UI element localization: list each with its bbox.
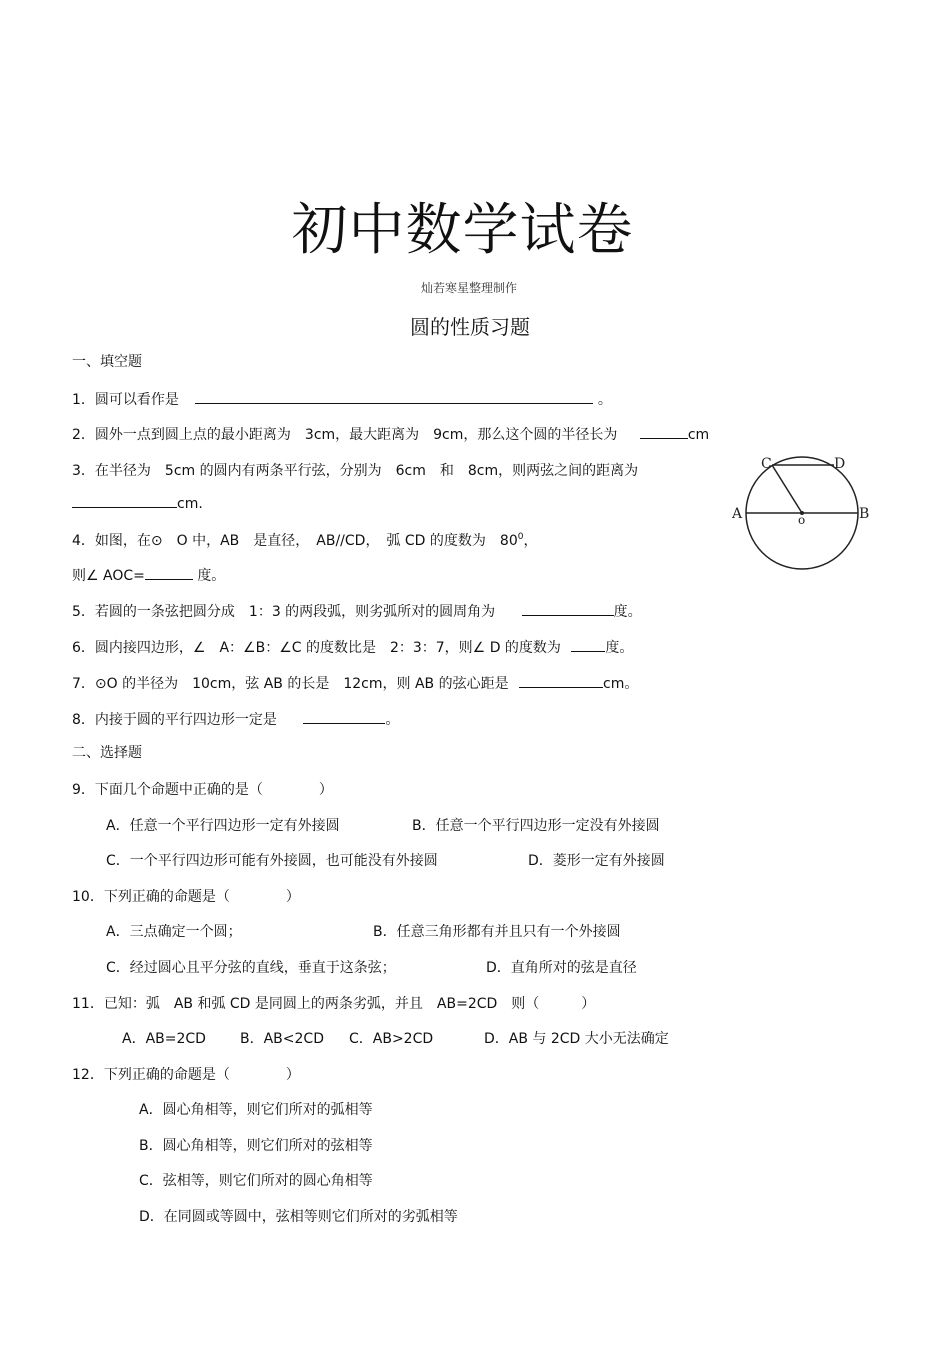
question-1-text: 1．圆可以看作是 bbox=[72, 392, 179, 408]
question-6-text: 6．圆内接四边形，∠ A：∠B：∠C 的度数比是 2：3：7，则∠ D 的度数为 bbox=[72, 640, 561, 656]
question-4-text: 4．如图，在⊙ O 中，AB 是直径， AB//CD， 弧 CD 的度数为 80 bbox=[72, 533, 518, 549]
question-6-unit: 度。 bbox=[605, 640, 634, 656]
question-9-option-d[interactable]: D．菱形一定有外接圆 bbox=[528, 853, 665, 869]
answer-blank-8[interactable] bbox=[303, 711, 385, 724]
radius-oc bbox=[772, 465, 802, 513]
question-12-option-d[interactable]: D．在同圆或等圆中，弦相等则它们所对的劣弧相等 bbox=[139, 1209, 458, 1225]
question-1-end: 。 bbox=[597, 392, 612, 408]
question-5 bbox=[72, 601, 642, 621]
question-10-option-a[interactable]: A．三点确定一个圆； bbox=[106, 924, 242, 940]
question-11-stem: 11．已知：弧 AB 和弧 CD 是同圆上的两条劣弧，并且 AB=2CD 则（ ） bbox=[72, 996, 596, 1012]
question-1 bbox=[72, 389, 612, 409]
question-4-prompt: 则∠ AOC= bbox=[72, 568, 145, 584]
answer-blank-4[interactable] bbox=[145, 567, 193, 580]
label-o: o bbox=[798, 513, 806, 527]
circle-figure bbox=[728, 452, 878, 574]
question-3-unit: cm. bbox=[177, 496, 203, 512]
question-10-option-b[interactable]: B．任意三角形都有并且只有一个外接圆 bbox=[373, 924, 621, 940]
label-d: D bbox=[834, 456, 846, 472]
question-8-text: 8．内接于圆的平行四边形一定是 bbox=[72, 712, 277, 728]
section-choice-heading: 二、选择题 bbox=[72, 745, 142, 761]
question-10-option-c[interactable]: C．经过圆心且平分弦的直线，垂直于这条弦； bbox=[106, 960, 396, 976]
maker-credit: 灿若寒星整理制作 bbox=[420, 281, 517, 295]
question-7-text: 7．⊙O 的半径为 10cm，弦 AB 的长是 12cm，则 AB 的弦心距是 bbox=[72, 676, 509, 692]
question-12-option-b[interactable]: B．圆心角相等，则它们所对的弦相等 bbox=[139, 1138, 373, 1154]
question-11-option-b[interactable]: B．AB<2CD bbox=[240, 1031, 324, 1047]
question-10-option-d[interactable]: D．直角所对的弦是直径 bbox=[486, 960, 637, 976]
question-2-unit: cm bbox=[687, 427, 710, 443]
question-4-comma: ， bbox=[523, 533, 538, 549]
question-4-answer-line bbox=[72, 565, 225, 585]
question-9-option-b[interactable]: B．任意一个平行四边形一定没有外接圆 bbox=[412, 818, 660, 834]
question-10-stem: 10．下列正确的命题是（ ） bbox=[72, 889, 300, 905]
question-9-option-c[interactable]: C．一个平行四边形可能有外接圆，也可能没有外接圆 bbox=[106, 853, 438, 869]
degree-superscript: 0 bbox=[517, 532, 524, 542]
question-6 bbox=[72, 637, 633, 657]
question-12-option-a[interactable]: A．圆心角相等，则它们所对的弧相等 bbox=[139, 1102, 373, 1118]
label-b: B bbox=[859, 506, 870, 522]
question-9-option-a[interactable]: A．任意一个平行四边形一定有外接圆 bbox=[106, 818, 340, 834]
answer-blank-2[interactable] bbox=[640, 426, 688, 439]
question-7-unit: cm。 bbox=[603, 676, 639, 692]
section-fill-heading: 一、填空题 bbox=[72, 354, 142, 370]
question-4 bbox=[72, 530, 537, 550]
topic-heading: 圆的性质习题 bbox=[410, 315, 530, 339]
answer-blank-6[interactable] bbox=[571, 639, 605, 652]
question-3-answer-line bbox=[72, 495, 203, 512]
label-a: A bbox=[732, 506, 743, 522]
question-5-unit: 度。 bbox=[613, 604, 642, 620]
question-11-option-c[interactable]: C．AB>2CD bbox=[349, 1031, 434, 1047]
answer-blank-3[interactable] bbox=[72, 495, 177, 508]
question-11-option-d[interactable]: D．AB 与 2CD 大小无法确定 bbox=[484, 1031, 669, 1047]
question-3-text: 3．在半径为 5cm 的圆内有两条平行弦，分别为 6cm 和 8cm，则两弦之间的距离为 bbox=[72, 463, 639, 479]
question-2 bbox=[72, 424, 709, 444]
question-5-text: 5．若圆的一条弦把圆分成 1：3 的两段弧，则劣弧所对的圆周角为 bbox=[72, 604, 496, 620]
question-8 bbox=[72, 709, 399, 729]
answer-blank-5[interactable] bbox=[522, 603, 614, 616]
label-c: C bbox=[761, 456, 772, 472]
question-7 bbox=[72, 673, 638, 693]
question-4-unit: 度。 bbox=[197, 568, 226, 584]
question-9-stem: 9．下面几个命题中正确的是（ ） bbox=[72, 782, 333, 798]
answer-blank-1[interactable] bbox=[195, 391, 593, 404]
question-2-text: 2．圆外一点到圆上点的最小距离为 3cm，最大距离为 9cm，那么这个圆的半径长为 bbox=[72, 427, 618, 443]
question-8-end: 。 bbox=[385, 712, 400, 728]
question-11-option-a[interactable]: A．AB=2CD bbox=[122, 1031, 206, 1047]
question-3 bbox=[72, 460, 638, 480]
answer-blank-7[interactable] bbox=[519, 675, 603, 688]
page-title: 初中数学试卷 bbox=[291, 198, 634, 263]
question-12-stem: 12．下列正确的命题是（ ） bbox=[72, 1067, 300, 1083]
question-12-option-c[interactable]: C．弦相等，则它们所对的圆心角相等 bbox=[139, 1173, 373, 1189]
